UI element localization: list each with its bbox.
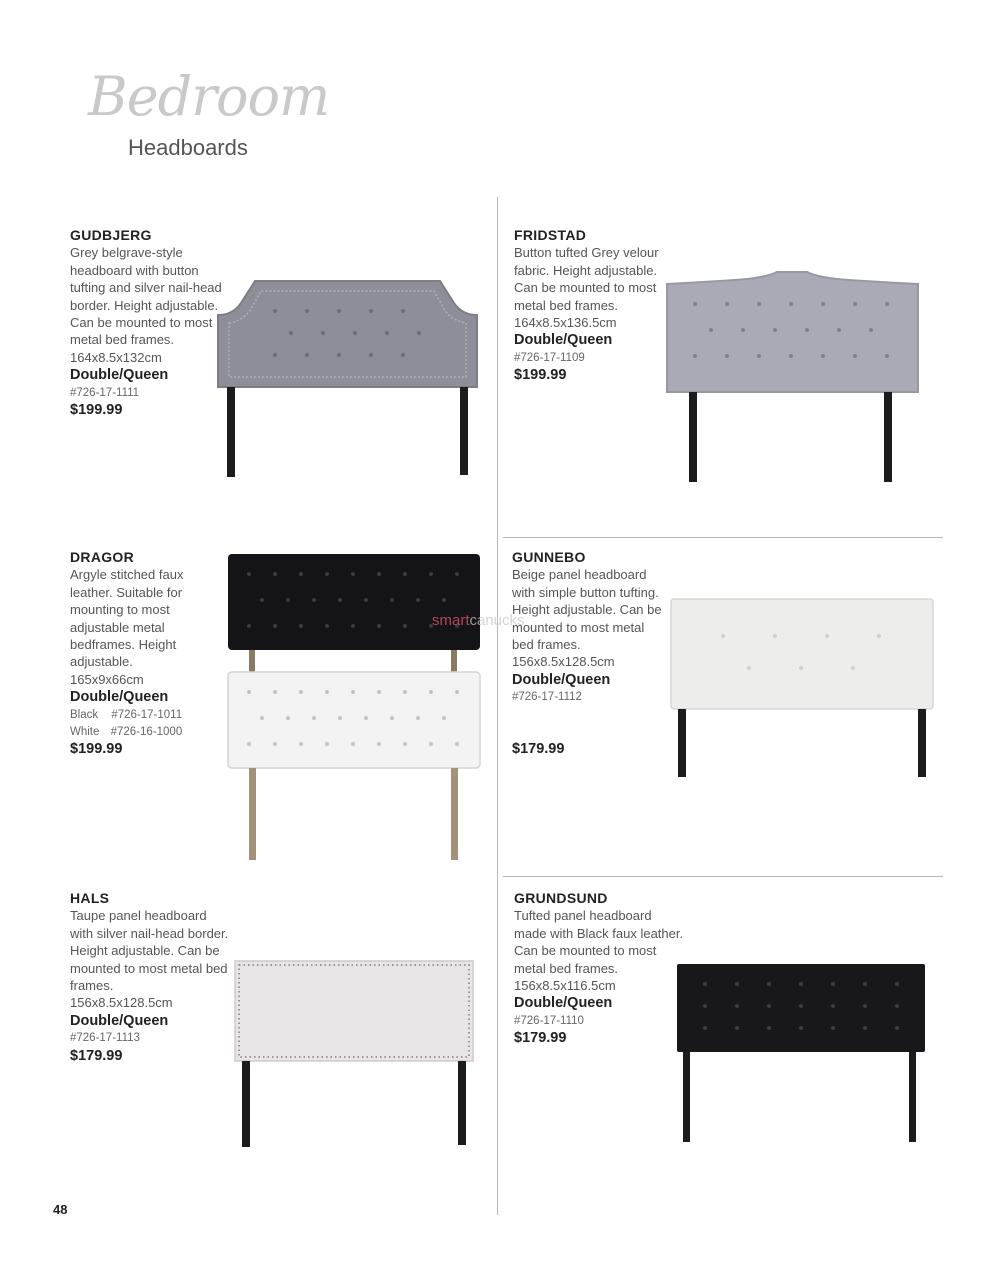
- sku-color-label: Black: [70, 708, 99, 721]
- section-script-title: Bedroom: [88, 65, 330, 128]
- product-grundsund: [514, 890, 684, 1048]
- product-dimensions: 156x8.5x128.5cm: [512, 654, 615, 670]
- product-sku: #726-17-1109: [514, 351, 585, 364]
- sku-black-row: [70, 707, 220, 724]
- product-description: Grey belgrave-style headboard with button tufting and silver nail-head border. Height adjustable. Can be mounted to most metal bed frames.: [70, 245, 222, 348]
- product-variant: Double/Queen: [70, 367, 169, 384]
- product-fridstad: [514, 227, 669, 385]
- dragor-headboard-image: [225, 552, 483, 864]
- row-divider: [503, 537, 943, 538]
- row-divider: [503, 876, 943, 877]
- product-sku: #726-17-1113: [70, 1032, 140, 1045]
- product-dimensions: 164x8.5x132cm: [70, 349, 162, 365]
- product-description: Argyle stitched faux leather. Suitable for mounting to most adjustable metal bedframes. Height adjustable.: [70, 567, 184, 670]
- product-name: DRAGOR: [70, 549, 135, 565]
- gudbjerg-headboard-image: [215, 275, 480, 485]
- product-sku: #726-17-1112: [512, 691, 582, 704]
- product-dimensions: 156x8.5x116.5cm: [514, 978, 616, 994]
- watermark-part1: smart: [432, 612, 470, 629]
- product-name: GRUNDSUND: [514, 890, 608, 906]
- product-name: GUDBJERG: [70, 227, 152, 243]
- column-divider: [497, 197, 498, 1215]
- product-name: HALS: [70, 890, 110, 906]
- product-price: $199.99: [70, 741, 123, 758]
- product-price: $179.99: [70, 1047, 123, 1064]
- product-price: $199.99: [514, 367, 567, 384]
- product-sku: #726-17-1110: [514, 1014, 584, 1027]
- watermark: [432, 612, 525, 629]
- product-dimensions: 165x9x66cm: [70, 671, 144, 687]
- product-hals: [70, 890, 230, 1065]
- section-subtitle: Headboards: [128, 135, 248, 160]
- product-price: $179.99: [514, 1030, 567, 1047]
- product-gunnebo: [512, 549, 667, 758]
- grundsund-headboard-image: [675, 962, 927, 1146]
- product-description: Beige panel headboard with simple button tufting. Height adjustable. Can be mounted to most metal bed frames.: [512, 567, 662, 653]
- watermark-part2: canucks: [469, 612, 525, 629]
- product-description: Taupe panel headboard with silver nail-head border. Height adjustable. Can be mounted to most metal bed frames.: [70, 908, 229, 994]
- product-dimensions: 164x8.5x136.5cm: [514, 315, 617, 331]
- hals-headboard-image: [232, 958, 477, 1150]
- product-name: FRIDSTAD: [514, 227, 587, 243]
- product-variant: Double/Queen: [70, 1012, 169, 1029]
- product-sku: #726-17-1111: [70, 386, 140, 399]
- gunnebo-headboard-image: [668, 596, 936, 780]
- product-dimensions: 156x8.5x128.5cm: [70, 995, 173, 1011]
- product-name: GUNNEBO: [512, 549, 586, 565]
- product-price: $199.99: [70, 402, 123, 419]
- product-description: Button tufted Grey velour fabric. Height adjustable. Can be mounted to most metal bed frames.: [514, 245, 659, 313]
- product-price: $179.99: [512, 740, 565, 757]
- product-description: Tufted panel headboard made with Black faux leather. Can be mounted to most metal bed frames.: [514, 908, 684, 976]
- product-sku: #726-17-1011: [111, 708, 183, 721]
- product-variant: Double/Queen: [512, 671, 611, 688]
- fridstad-headboard-image: [665, 270, 920, 485]
- sku-white-row: [70, 724, 220, 741]
- sku-color-label: White: [70, 726, 100, 739]
- product-variant: Double/Queen: [514, 332, 613, 349]
- product-variant: Double/Queen: [514, 995, 613, 1012]
- product-dragor: [70, 549, 220, 759]
- page-number: 48: [53, 1202, 68, 1217]
- product-variant: Double/Queen: [70, 689, 169, 706]
- product-gudbjerg: [70, 227, 230, 419]
- product-sku: #726-16-1000: [110, 726, 183, 739]
